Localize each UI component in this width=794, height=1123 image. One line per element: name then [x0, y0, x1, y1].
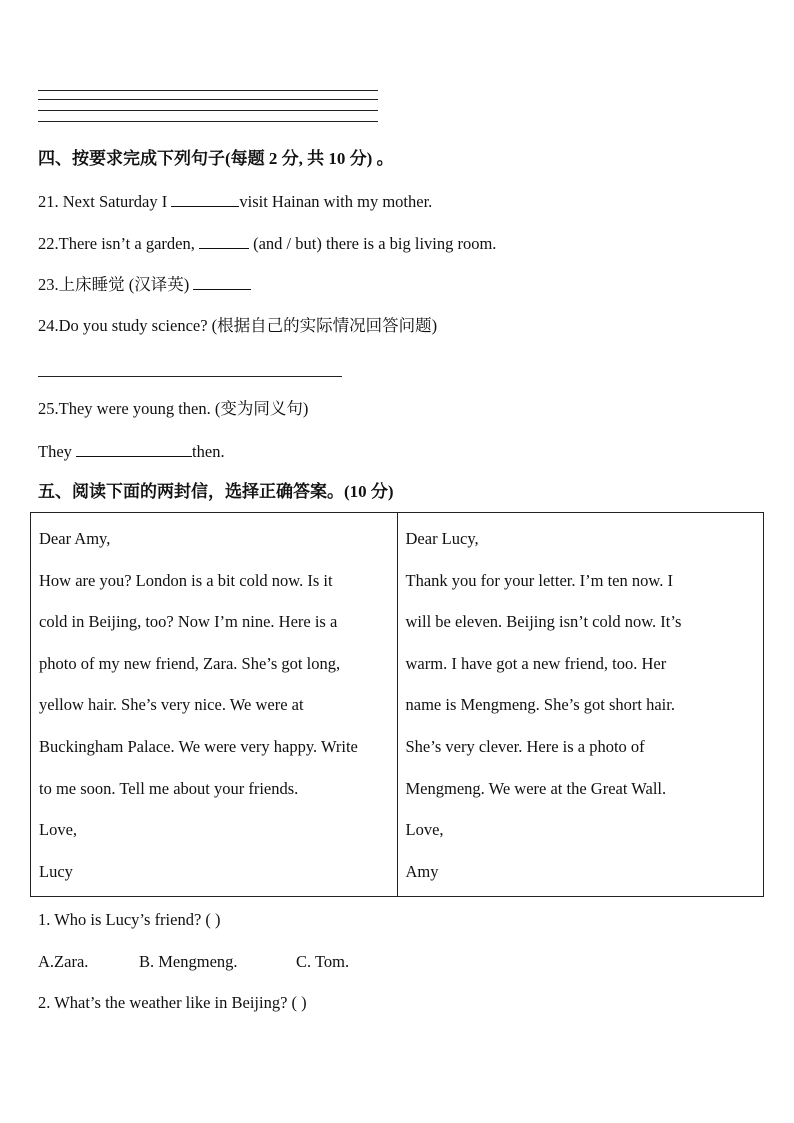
reading-question-1: 1. Who is Lucy’s friend? ( )	[38, 910, 221, 929]
letter-line: will be eleven. Beijing isn’t cold now. It’s	[405, 612, 682, 632]
reading-question-2: 2. What’s the weather like in Beijing? ( )	[38, 993, 307, 1012]
option-a[interactable]: A.Zara.	[38, 952, 89, 971]
letter-from-amy	[397, 513, 764, 896]
q21-text-pre: 21. Next Saturday I	[38, 192, 172, 211]
q24-answer-line[interactable]	[38, 376, 342, 377]
letter-line: photo of my new friend, Zara. She’s got long,	[39, 653, 341, 673]
answer-line-3	[38, 110, 378, 111]
q22-text-pre: 22.There isn’t a garden,	[38, 234, 199, 253]
letter-line: yellow hair. She’s very nice. We were at	[39, 695, 304, 715]
answer-line-4	[38, 121, 378, 122]
letter-line: Buckingham Palace. We were very happy. Write	[39, 736, 358, 756]
letter-from-lucy	[31, 513, 397, 896]
letter-line: warm. I have got a new friend, too. Her	[405, 653, 667, 673]
letter-line: to me soon. Tell me about your friends.	[39, 778, 299, 798]
q22-text-post: (and / but) there is a big living room.	[248, 234, 497, 253]
q23-text: 23.上床睡觉 (汉译英)	[38, 275, 194, 294]
answer-line-1	[38, 90, 378, 91]
letter-line: Amy	[405, 861, 439, 881]
q25-text-post: then.	[192, 442, 225, 461]
letter-line: cold in Beijing, too? Now I’m nine. Here is a	[39, 612, 338, 632]
letter-line: Dear Amy,	[39, 529, 111, 548]
question-24: 24.Do you study science? (根据自己的实际情况回答问题)	[38, 316, 438, 335]
question-23	[38, 274, 251, 295]
option-b[interactable]: B. Mengmeng.	[139, 952, 238, 971]
letter-line: Thank you for your letter. I’m ten now. I	[405, 570, 673, 590]
q25-blank[interactable]	[76, 441, 192, 457]
q21-blank[interactable]	[171, 191, 239, 207]
reading-q1-options	[38, 952, 349, 972]
section4-heading: 四、按要求完成下列句子(每题 2 分, 共 10 分) 。	[38, 149, 394, 168]
option-c[interactable]: C. Tom.	[296, 952, 350, 971]
letter-line: Mengmeng. We were at the Great Wall.	[405, 778, 667, 798]
letter-line: How are you? London is a bit cold now. Is it	[39, 570, 333, 590]
letter-line: She’s very clever. Here is a photo of	[405, 736, 645, 756]
question-21	[38, 191, 432, 212]
q25-text-pre: They	[38, 442, 77, 461]
letter-line: name is Mengmeng. She’s got short hair.	[405, 695, 675, 715]
letter-line: Love,	[405, 820, 444, 840]
answer-line-2	[38, 99, 378, 100]
section5-heading: 五、阅读下面的两封信，选择正确答案。(10 分)	[38, 482, 394, 501]
letter-line: Dear Lucy,	[405, 529, 479, 548]
letters-table	[30, 512, 764, 897]
question-22	[38, 233, 496, 254]
letter-line: Lucy	[39, 861, 73, 881]
letter-line: Love,	[39, 820, 78, 840]
q23-blank[interactable]	[193, 274, 251, 290]
q22-blank[interactable]	[199, 233, 249, 249]
question-25: 25.They were young then. (变为同义句)	[38, 399, 309, 418]
question-25-answer	[38, 441, 225, 462]
q21-text-post: visit Hainan with my mother.	[239, 192, 433, 211]
